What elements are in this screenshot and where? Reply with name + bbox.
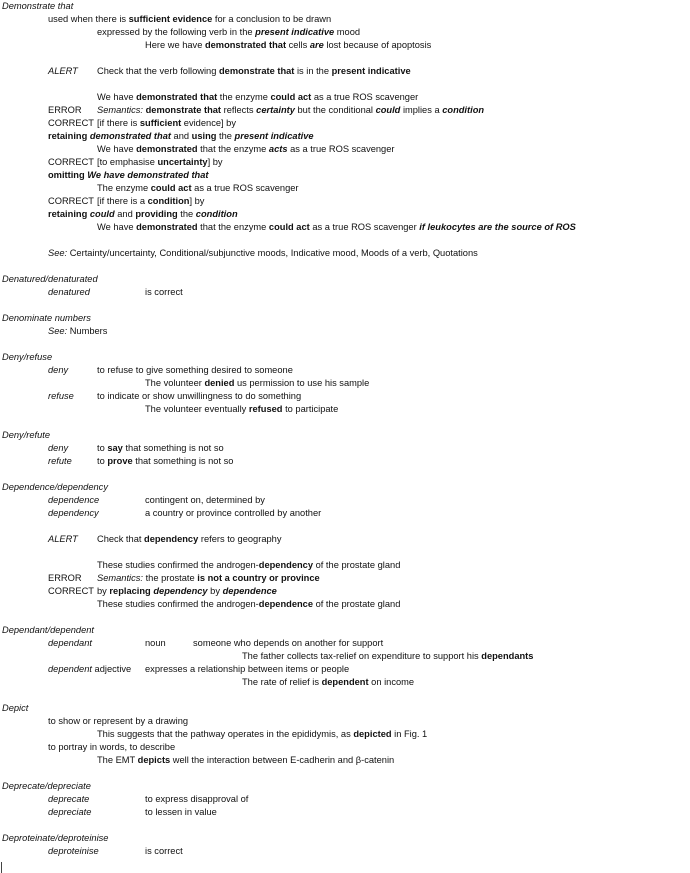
text: [if there is bbox=[97, 118, 140, 128]
text: [if there is a bbox=[97, 196, 148, 206]
alert-label: ALERT bbox=[48, 534, 78, 544]
emphasis: sufficient bbox=[139, 118, 182, 128]
text: reflects bbox=[221, 105, 257, 115]
see-also bbox=[48, 325, 107, 337]
term: dependence bbox=[48, 495, 100, 505]
see-label: See: bbox=[48, 326, 68, 336]
text: to participate bbox=[282, 404, 339, 414]
emphasis: could act bbox=[268, 222, 310, 232]
emphasis: dependants bbox=[481, 651, 534, 661]
emphasis: replacing bbox=[109, 586, 151, 596]
text: We have bbox=[97, 144, 137, 154]
text: mood bbox=[334, 27, 361, 37]
definition: is correct bbox=[145, 846, 183, 856]
term-line bbox=[48, 663, 131, 675]
example-line bbox=[97, 143, 395, 155]
text: in Fig. 1 bbox=[391, 729, 428, 739]
correct-instruction bbox=[48, 130, 314, 142]
entry-heading-depict: Depict bbox=[2, 703, 29, 713]
emphasis: demonstrated bbox=[136, 222, 198, 232]
term: deproteinise bbox=[48, 846, 99, 856]
text: We have bbox=[97, 222, 137, 232]
emphasis: depicts bbox=[137, 755, 171, 765]
text: cells bbox=[286, 40, 310, 50]
term: dependency bbox=[48, 508, 99, 518]
emphasis: dependence bbox=[222, 586, 277, 596]
example-line bbox=[97, 598, 400, 610]
example-line bbox=[97, 221, 576, 233]
definition: contingent on, determined by bbox=[145, 495, 265, 505]
emphasis: using bbox=[191, 131, 217, 141]
text: The father collects tax-relief on expenditure to support his bbox=[242, 651, 482, 661]
emphasis: could act bbox=[150, 183, 192, 193]
emphasis: sufficient evidence bbox=[128, 14, 213, 24]
emphasis: is not a country or province bbox=[197, 573, 320, 583]
example-line bbox=[145, 403, 338, 415]
term: deny bbox=[48, 443, 69, 453]
see-also bbox=[48, 247, 478, 259]
text: and bbox=[170, 131, 192, 141]
emphasis: acts bbox=[268, 144, 288, 154]
text: Here we have bbox=[145, 40, 205, 50]
error-text bbox=[97, 572, 320, 584]
text: to bbox=[97, 456, 108, 466]
emphasis: could bbox=[89, 209, 115, 219]
text: The EMT bbox=[97, 755, 138, 765]
correct-text bbox=[97, 156, 223, 168]
emphasis: could act bbox=[270, 92, 312, 102]
term: denatured bbox=[48, 287, 90, 297]
text: We have bbox=[97, 92, 137, 102]
term: deny bbox=[48, 365, 69, 375]
text: of the prostate gland bbox=[313, 599, 401, 609]
error-text bbox=[97, 104, 484, 116]
error-label: ERROR bbox=[48, 573, 82, 583]
emphasis: dependency bbox=[258, 560, 314, 570]
emphasis: demonstrated that bbox=[136, 92, 218, 102]
emphasis: say bbox=[107, 443, 123, 453]
text: Check that bbox=[97, 534, 145, 544]
definition: is correct bbox=[145, 287, 183, 297]
definition: expresses a relationship between items or people bbox=[145, 664, 350, 674]
text: the enzyme bbox=[217, 92, 271, 102]
text: lost because of apoptosis bbox=[323, 40, 432, 50]
definition: a country or province controlled by another bbox=[145, 508, 322, 518]
entry-heading-deny-refuse: Deny/refuse bbox=[2, 352, 53, 362]
text: by bbox=[97, 586, 110, 596]
usage-line bbox=[48, 13, 331, 25]
term: refute bbox=[48, 456, 72, 466]
emphasis: retaining bbox=[48, 209, 88, 219]
alert-label: ALERT bbox=[48, 66, 78, 76]
emphasis: denied bbox=[204, 378, 235, 388]
example-line bbox=[242, 650, 533, 662]
entry-heading-deproteinate: Deproteinate/deproteinise bbox=[2, 833, 109, 843]
entry-heading-denominate: Denominate numbers bbox=[2, 313, 91, 323]
text: implies a bbox=[400, 105, 443, 115]
emphasis: condition bbox=[147, 196, 190, 206]
text: us permission to use his sample bbox=[234, 378, 370, 388]
error-label: ERROR bbox=[48, 105, 82, 115]
emphasis: We have demonstrated that bbox=[87, 170, 209, 180]
emphasis: dependency bbox=[144, 534, 199, 544]
correct-text bbox=[97, 117, 236, 129]
term: deprecate bbox=[48, 794, 90, 804]
correct-text bbox=[97, 585, 277, 597]
emphasis: present indicative bbox=[255, 27, 335, 37]
emphasis: dependent bbox=[321, 677, 369, 687]
emphasis: providing bbox=[135, 209, 178, 219]
definition: to indicate or show unwillingness to do something bbox=[97, 391, 302, 401]
definition: to show or represent by a drawing bbox=[48, 716, 189, 726]
emphasis: prove bbox=[107, 456, 133, 466]
example-line bbox=[242, 676, 414, 688]
text: by bbox=[207, 586, 223, 596]
text: and bbox=[114, 209, 136, 219]
text: that something is not so bbox=[132, 456, 234, 466]
entry-heading-deny-refute: Deny/refute bbox=[2, 430, 51, 440]
part-of-speech: adjective bbox=[91, 664, 132, 674]
text: Semantics: bbox=[97, 573, 143, 583]
part-of-speech: noun bbox=[145, 638, 166, 648]
text: as a true ROS scavenger bbox=[311, 92, 419, 102]
emphasis: uncertainty bbox=[157, 157, 208, 167]
emphasis: dependence bbox=[258, 599, 314, 609]
alert-text bbox=[97, 533, 282, 545]
text: the prostate bbox=[143, 573, 198, 583]
definition: to portray in words, to describe bbox=[48, 742, 176, 752]
text: on income bbox=[368, 677, 415, 687]
term: refuse bbox=[48, 391, 74, 401]
text: as a true ROS scavenger bbox=[287, 144, 395, 154]
emphasis: demonstrate that bbox=[218, 66, 295, 76]
text: evidence] by bbox=[181, 118, 237, 128]
emphasis: are bbox=[309, 40, 324, 50]
emphasis: condition bbox=[442, 105, 485, 115]
correct-text bbox=[97, 195, 204, 207]
text: ] by bbox=[189, 196, 205, 206]
entry-heading-dependence: Dependence/dependency bbox=[2, 482, 108, 492]
text: These studies confirmed the androgen- bbox=[97, 560, 259, 570]
definition: to lessen in value bbox=[145, 807, 217, 817]
text: Check that the verb following bbox=[97, 66, 219, 76]
correct-label: CORRECT bbox=[48, 196, 94, 206]
example-line bbox=[97, 754, 394, 766]
emphasis: certainty bbox=[256, 105, 295, 115]
emphasis: retaining bbox=[48, 131, 88, 141]
text: used when there is bbox=[48, 14, 129, 24]
alert-text bbox=[97, 65, 411, 77]
text: but the conditional bbox=[294, 105, 376, 115]
emphasis: present indicative bbox=[234, 131, 314, 141]
text: The volunteer bbox=[145, 378, 205, 388]
emphasis: omitting bbox=[48, 170, 85, 180]
text: The volunteer eventually bbox=[145, 404, 249, 414]
definition: someone who depends on another for support bbox=[193, 638, 384, 648]
text: expressed by the following verb in the bbox=[97, 27, 256, 37]
text: [to emphasise bbox=[97, 157, 158, 167]
text-cursor bbox=[1, 862, 2, 873]
text: Semantics: bbox=[97, 105, 143, 115]
emphasis: if leukocytes are the source of ROS bbox=[419, 222, 576, 232]
example-line bbox=[97, 728, 427, 740]
text: that the enzyme bbox=[197, 144, 269, 154]
example-line bbox=[145, 377, 369, 389]
term: dependant bbox=[48, 638, 92, 648]
emphasis: could bbox=[375, 105, 401, 115]
example-line bbox=[97, 182, 299, 194]
emphasis: present indicative bbox=[331, 66, 411, 76]
emphasis: demonstrate that bbox=[145, 105, 222, 115]
correct-instruction bbox=[48, 208, 238, 220]
text: the bbox=[216, 131, 235, 141]
emphasis: demonstrated that bbox=[89, 131, 171, 141]
definition bbox=[97, 442, 224, 454]
example-line bbox=[97, 559, 400, 571]
text: for a conclusion to be drawn bbox=[212, 14, 332, 24]
entry-heading-deprecate: Deprecate/depreciate bbox=[2, 781, 91, 791]
text: that something is not so bbox=[122, 443, 224, 453]
correct-label: CORRECT bbox=[48, 586, 94, 596]
emphasis: dependency bbox=[153, 586, 208, 596]
text: This suggests that the pathway operates in the epididymis, as bbox=[97, 729, 354, 739]
text: is in the bbox=[294, 66, 332, 76]
text: to bbox=[97, 443, 108, 453]
text: ] by bbox=[207, 157, 223, 167]
emphasis: condition bbox=[195, 209, 238, 219]
text: well the interaction between E-cadherin and β-catenin bbox=[170, 755, 395, 765]
term: dependent bbox=[48, 664, 92, 674]
correct-instruction bbox=[48, 169, 209, 181]
emphasis: depicted bbox=[353, 729, 392, 739]
emphasis: demonstrated that bbox=[204, 40, 287, 50]
definition: to express disapproval of bbox=[145, 794, 249, 804]
correct-label: CORRECT bbox=[48, 118, 94, 128]
text: The rate of relief is bbox=[242, 677, 322, 687]
text: as a true ROS scavenger bbox=[309, 222, 420, 232]
text: These studies confirmed the androgen- bbox=[97, 599, 259, 609]
entry-heading-denatured: Denatured/denaturated bbox=[2, 274, 98, 284]
definition: to refuse to give something desired to someone bbox=[97, 365, 293, 375]
text: as a true ROS scavenger bbox=[191, 183, 299, 193]
text: The enzyme bbox=[97, 183, 151, 193]
text: that the enzyme bbox=[197, 222, 269, 232]
see-text: Numbers bbox=[67, 326, 108, 336]
emphasis: refused bbox=[248, 404, 283, 414]
usage-line bbox=[97, 26, 360, 38]
example-line bbox=[145, 39, 431, 51]
emphasis: demonstrated bbox=[136, 144, 198, 154]
text: of the prostate gland bbox=[313, 560, 401, 570]
example-line bbox=[97, 91, 418, 103]
definition bbox=[97, 455, 233, 467]
entry-heading-demonstrate: Demonstrate that bbox=[2, 1, 74, 11]
entry-heading-dependant: Dependant/dependent bbox=[2, 625, 95, 635]
see-label: See: bbox=[48, 248, 68, 258]
text: the bbox=[177, 209, 196, 219]
term: depreciate bbox=[48, 807, 92, 817]
see-text: Certainty/uncertainty, Conditional/subjunctive moods, Indicative mood, Moods of a verb, Quotations bbox=[67, 248, 478, 258]
correct-label: CORRECT bbox=[48, 157, 94, 167]
text: refers to geography bbox=[198, 534, 282, 544]
